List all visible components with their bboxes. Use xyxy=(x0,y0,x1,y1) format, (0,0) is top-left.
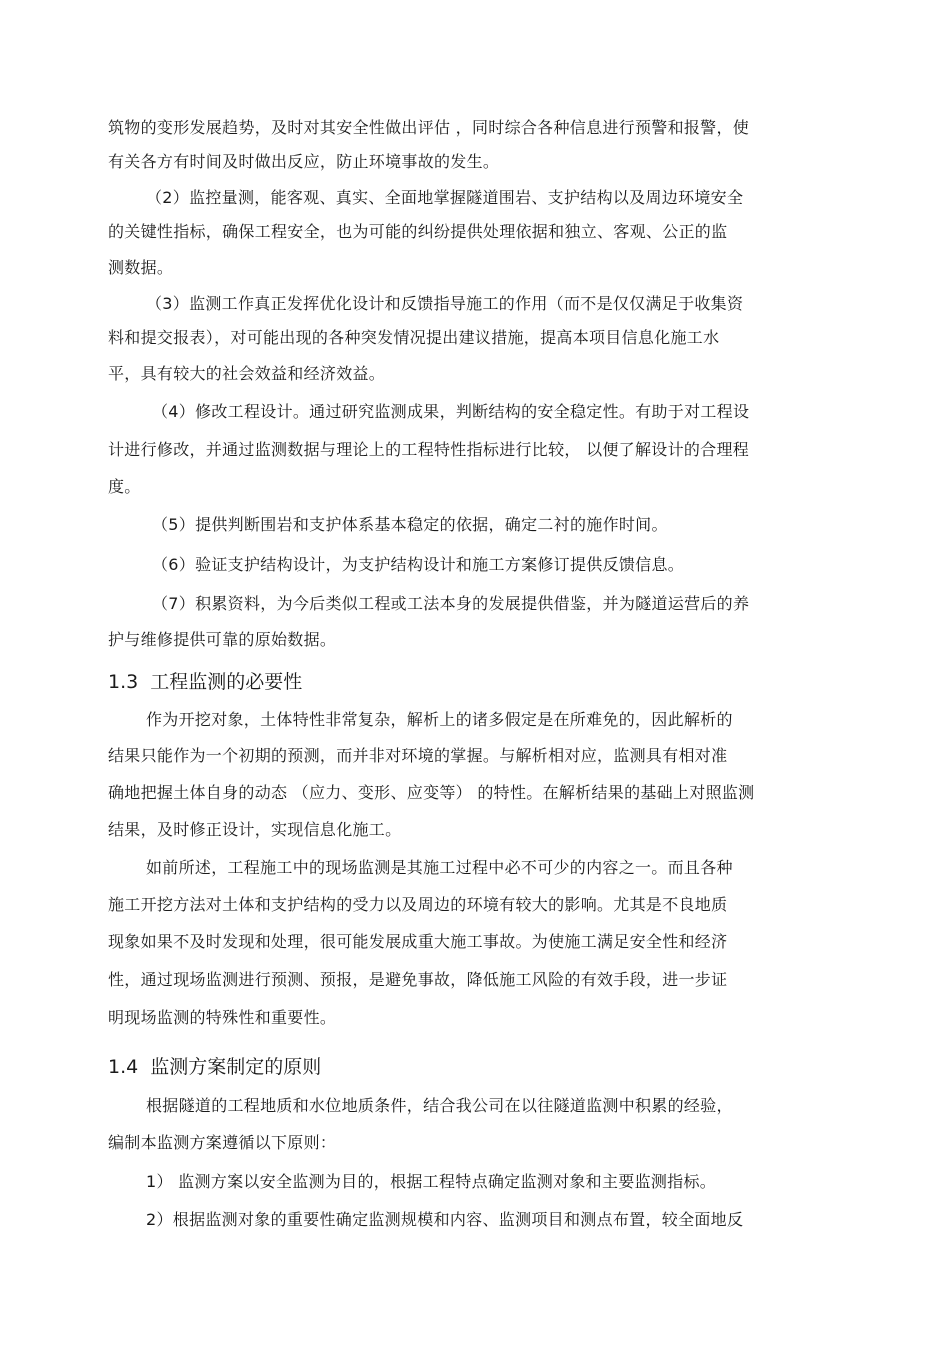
paragraph-line: （2）监控量测，能客观、真实、全面地掌握隧道围岩、支护结构以及周边环境安全 xyxy=(146,188,744,207)
paragraph-line: 测数据。 xyxy=(108,258,174,277)
paragraph-line: 筑物的变形发展趋势，及时对其安全性做出评估 ，同时综合各种信息进行预警和报警，使 xyxy=(108,118,750,137)
section-number: 1.3 xyxy=(108,671,139,693)
paragraph-line: 性，通过现场监测进行预测、预报，是避免事故，降低施工风险的有效手段，进一步证 xyxy=(108,970,728,989)
section-number: 1.4 xyxy=(108,1056,139,1078)
section-title: 监测方案制定的原则 xyxy=(150,1056,322,1078)
paragraph-line: 的关键性指标，确保工程安全，也为可能的纠纷提供处理依据和独立、客观、公正的监 xyxy=(108,222,728,241)
paragraph-line: 结果，及时修正设计，实现信息化施工。 xyxy=(108,820,402,839)
paragraph-line: （3）监测工作真正发挥优化设计和反馈指导施工的作用（而不是仅仅满足于收集资 xyxy=(146,294,744,313)
paragraph-line: 平，具有较大的社会效益和经济效益。 xyxy=(108,364,386,383)
list-item: 1） 监测方案以安全监测为目的，根据工程特点确定监测对象和主要监测指标。 xyxy=(146,1172,717,1191)
paragraph-line: （5）提供判断围岩和支护体系基本稳定的依据，确定二衬的施作时间。 xyxy=(152,515,668,534)
section-title: 工程监测的必要性 xyxy=(150,671,303,693)
paragraph-line: 施工开挖方法对土体和支护结构的受力以及周边的环境有较大的影响。尤其是不良地质 xyxy=(108,895,728,914)
paragraph-line: 明现场监测的特殊性和重要性。 xyxy=(108,1008,337,1027)
paragraph-line: （4）修改工程设计。通过研究监测成果，判断结构的安全稳定性。有助于对工程设 xyxy=(152,402,750,421)
paragraph-line: 料和提交报表），对可能出现的各种突发情况提出建议措施，提高本项目信息化施工水 xyxy=(108,328,720,347)
paragraph-line: 确地把握土体自身的动态 （应力、变形、应变等） 的特性。在解析结果的基础上对照监测 xyxy=(108,783,755,802)
paragraph-line: 根据隧道的工程地质和水位地质条件，结合我公司在以往隧道监测中积累的经验， xyxy=(146,1096,733,1115)
list-item: 2）根据监测对象的重要性确定监测规模和内容、监测项目和测点布置，较全面地反 xyxy=(146,1210,744,1229)
section-heading-1-3 xyxy=(108,670,302,694)
paragraph-line: （7）积累资料，为今后类似工程或工法本身的发展提供借鉴，并为隧道运营后的养 xyxy=(152,594,750,613)
paragraph-line: 如前所述，工程施工中的现场监测是其施工过程中必不可少的内容之一。而且各种 xyxy=(146,858,733,877)
paragraph-line: 现象如果不及时发现和处理，很可能发展成重大施工事故。为使施工满足安全性和经济 xyxy=(108,932,728,951)
paragraph-line: 计进行修改，并通过监测数据与理论上的工程特性指标进行比较， 以便了解设计的合理程 xyxy=(108,440,750,459)
paragraph-line: 结果只能作为一个初期的预测，而并非对环境的掌握。与解析相对应，监测具有相对准 xyxy=(108,746,728,765)
paragraph-line: （6）验证支护结构设计，为支护结构设计和施工方案修订提供反馈信息。 xyxy=(152,555,685,574)
paragraph-line: 护与维修提供可靠的原始数据。 xyxy=(108,630,337,649)
paragraph-line: 作为开挖对象，土体特性非常复杂，解析上的诸多假定是在所难免的，因此解析的 xyxy=(146,710,733,729)
section-heading-1-4 xyxy=(108,1055,321,1079)
paragraph-line: 编制本监测方案遵循以下原则： xyxy=(108,1133,337,1152)
paragraph-line: 度。 xyxy=(108,477,141,496)
paragraph-line: 有关各方有时间及时做出反应，防止环境事故的发生。 xyxy=(108,152,500,171)
